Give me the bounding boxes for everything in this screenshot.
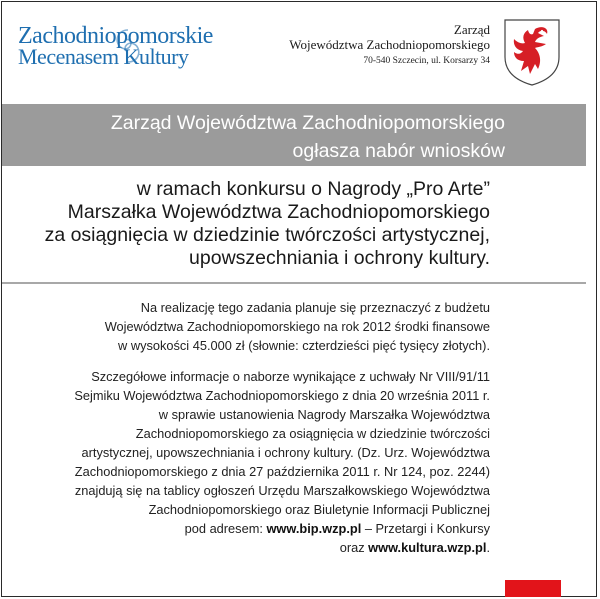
contest-line2: Marszałka Województwa Zachodniopomorskiego	[67, 201, 490, 223]
board-name-line1: Zarząd	[453, 22, 490, 37]
contest-line3: za osiągnięcia w dziedzinie twórczości artystycznej,	[44, 224, 490, 246]
swirl-icon	[106, 24, 150, 68]
kultura-link[interactable]: www.kultura.wzp.pl	[368, 540, 487, 555]
details-line10	[74, 538, 490, 557]
contest-title	[45, 178, 490, 270]
details-line5: artystycznej, upowszechniania i ochrony kultury. (Dz. Urz. Województwa	[81, 445, 490, 460]
griffin-crest-icon	[502, 17, 562, 87]
board-name	[289, 22, 490, 52]
contest-line1: w ramach konkursu o Nagrody „Pro Arte”	[136, 178, 490, 200]
details-line8: Zachodniopomorskiego oraz Biuletynie Informacji Publicznej	[148, 502, 490, 517]
details-line7: znajdują się na tablicy ogłoszeń Urzędu Marszałkowskiego Województwa	[74, 483, 490, 498]
details-paragraph	[74, 367, 490, 557]
details-line6: Zachodniopomorskiego z dnia 27 października 2011 r. Nr 124, poz. 2244)	[74, 464, 490, 479]
banner-line1: Zarząd Województwa Zachodniopomorskiego	[110, 112, 505, 134]
logo	[18, 24, 233, 72]
contest-line4: upowszechniania i ochrony kultury.	[189, 247, 490, 269]
line10-prefix: oraz	[339, 540, 369, 555]
funding-line2: Województwa Zachodniopomorskiego na rok 2012 środki finansowe	[104, 319, 490, 334]
funding-line3: w wysokości 45.000 zł (słownie: czterdzieści pięć tysięcy złotych).	[118, 338, 490, 353]
details-line4: Zachodniopomorskiego za osiągnięcia w dziedzinie twórczości	[135, 426, 490, 441]
line10-suffix: .	[486, 540, 490, 555]
logo-line2: Mecenasem Kultury	[18, 44, 189, 69]
logo-line1: Zachodniopomorskie	[18, 23, 213, 49]
funding-line1: Na realizację tego zadania planuje się przeznaczyć z budżetu	[140, 300, 490, 315]
section-divider	[2, 282, 586, 284]
line9-prefix: pod adresem:	[184, 521, 267, 536]
line9-suffix: – Przetargi i Konkursy	[361, 521, 490, 536]
banner-line2: ogłasza nabór wniosków	[292, 140, 505, 162]
bip-link[interactable]: www.bip.wzp.pl	[266, 521, 362, 536]
board-address: 70-540 Szczecin, ul. Korsarzy 34	[363, 56, 490, 66]
details-line3: w sprawie ustanowienia Nagrody Marszałka Województwa	[158, 407, 490, 422]
funding-paragraph	[105, 298, 490, 355]
details-line9	[74, 519, 490, 538]
details-line1: Szczegółowe informacje o naborze wynikające z uchwały Nr VIII/91/11	[91, 369, 490, 384]
red-accent-block	[505, 580, 561, 597]
details-line2: Sejmiku Województwa Zachodniopomorskiego z dnia 20 września 2011 r.	[74, 388, 490, 403]
board-name-line2: Województwa Zachodniopomorskiego	[289, 37, 490, 52]
banner-text	[111, 109, 505, 165]
